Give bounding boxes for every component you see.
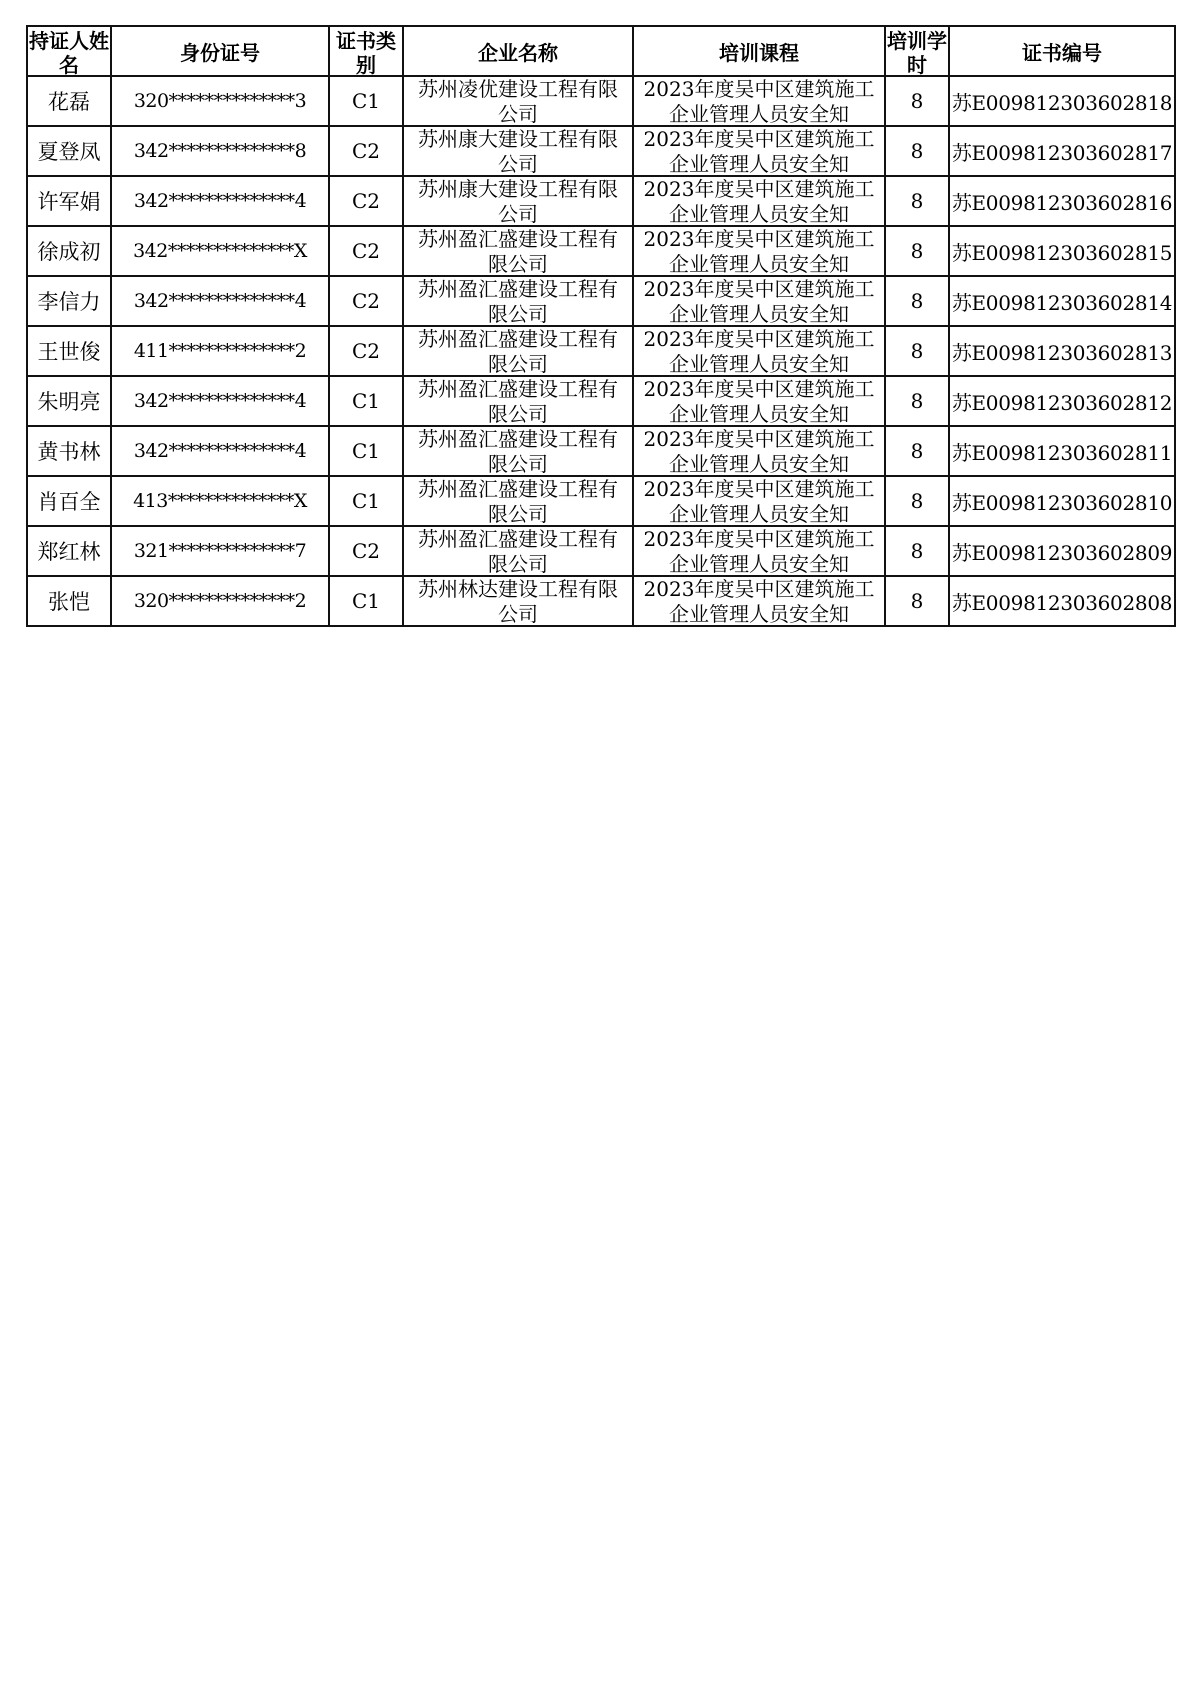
cell-hours: 8	[885, 426, 949, 476]
header-company: 企业名称	[403, 26, 633, 76]
cell-cert-number: 苏E009812303602816	[949, 176, 1175, 226]
cell-holder-name: 肖百全	[27, 476, 111, 526]
table-row	[27, 376, 1175, 426]
cell-company: 苏州康大建设工程有限公司	[403, 176, 633, 226]
table-row	[27, 576, 1175, 626]
cell-id-number: 342**************8	[111, 126, 329, 176]
cell-course: 2023年度吴中区建筑施工企业管理人员安全知	[633, 526, 885, 576]
cell-course: 2023年度吴中区建筑施工企业管理人员安全知	[633, 376, 885, 426]
cell-course: 2023年度吴中区建筑施工企业管理人员安全知	[633, 476, 885, 526]
cell-id-number: 320**************2	[111, 576, 329, 626]
cell-company: 苏州盈汇盛建设工程有限公司	[403, 276, 633, 326]
cell-hours: 8	[885, 126, 949, 176]
table-row	[27, 276, 1175, 326]
header-cert-number: 证书编号	[949, 26, 1175, 76]
cell-course: 2023年度吴中区建筑施工企业管理人员安全知	[633, 576, 885, 626]
cell-cert-type: C1	[329, 576, 403, 626]
cell-holder-name: 王世俊	[27, 326, 111, 376]
cell-course: 2023年度吴中区建筑施工企业管理人员安全知	[633, 276, 885, 326]
cell-hours: 8	[885, 526, 949, 576]
cell-company: 苏州盈汇盛建设工程有限公司	[403, 376, 633, 426]
cell-course: 2023年度吴中区建筑施工企业管理人员安全知	[633, 76, 885, 126]
cell-cert-type: C1	[329, 376, 403, 426]
cell-cert-number: 苏E009812303602810	[949, 476, 1175, 526]
cell-holder-name: 夏登凤	[27, 126, 111, 176]
table-row	[27, 126, 1175, 176]
cell-cert-number: 苏E009812303602814	[949, 276, 1175, 326]
cell-company: 苏州盈汇盛建设工程有限公司	[403, 476, 633, 526]
table-row	[27, 226, 1175, 276]
cell-hours: 8	[885, 276, 949, 326]
cell-holder-name: 许军娟	[27, 176, 111, 226]
cell-hours: 8	[885, 176, 949, 226]
header-course: 培训课程	[633, 26, 885, 76]
cell-id-number: 320**************3	[111, 76, 329, 126]
cell-holder-name: 徐成初	[27, 226, 111, 276]
cell-cert-number: 苏E009812303602809	[949, 526, 1175, 576]
table-row	[27, 526, 1175, 576]
cell-cert-type: C2	[329, 176, 403, 226]
cell-cert-type: C2	[329, 526, 403, 576]
cell-cert-type: C2	[329, 226, 403, 276]
cell-id-number: 342**************4	[111, 376, 329, 426]
certificate-sheet	[26, 25, 1174, 627]
cell-company: 苏州凌优建设工程有限公司	[403, 76, 633, 126]
cell-hours: 8	[885, 476, 949, 526]
table-row	[27, 476, 1175, 526]
cell-cert-number: 苏E009812303602812	[949, 376, 1175, 426]
cell-hours: 8	[885, 576, 949, 626]
cell-holder-name: 花磊	[27, 76, 111, 126]
cell-cert-type: C1	[329, 426, 403, 476]
cell-course: 2023年度吴中区建筑施工企业管理人员安全知	[633, 226, 885, 276]
cell-company: 苏州盈汇盛建设工程有限公司	[403, 326, 633, 376]
cell-holder-name: 朱明亮	[27, 376, 111, 426]
cell-id-number: 342**************4	[111, 426, 329, 476]
cell-cert-number: 苏E009812303602815	[949, 226, 1175, 276]
cell-company: 苏州盈汇盛建设工程有限公司	[403, 426, 633, 476]
cell-company: 苏州康大建设工程有限公司	[403, 126, 633, 176]
cell-cert-number: 苏E009812303602813	[949, 326, 1175, 376]
certificate-table	[26, 25, 1176, 627]
cell-cert-type: C2	[329, 126, 403, 176]
cell-holder-name: 张恺	[27, 576, 111, 626]
cell-cert-number: 苏E009812303602808	[949, 576, 1175, 626]
cell-hours: 8	[885, 376, 949, 426]
table-row	[27, 76, 1175, 126]
cell-cert-number: 苏E009812303602818	[949, 76, 1175, 126]
cell-cert-number: 苏E009812303602811	[949, 426, 1175, 476]
cell-hours: 8	[885, 326, 949, 376]
cell-id-number: 342**************4	[111, 276, 329, 326]
cell-holder-name: 郑红林	[27, 526, 111, 576]
cell-course: 2023年度吴中区建筑施工企业管理人员安全知	[633, 326, 885, 376]
header-id-number: 身份证号	[111, 26, 329, 76]
cell-id-number: 342**************X	[111, 226, 329, 276]
cell-company: 苏州林达建设工程有限公司	[403, 576, 633, 626]
cell-id-number: 321**************7	[111, 526, 329, 576]
table-row	[27, 426, 1175, 476]
cell-holder-name: 李信力	[27, 276, 111, 326]
cell-course: 2023年度吴中区建筑施工企业管理人员安全知	[633, 426, 885, 476]
header-cert-type: 证书类别	[329, 26, 403, 76]
cell-course: 2023年度吴中区建筑施工企业管理人员安全知	[633, 176, 885, 226]
table-header-row	[27, 26, 1175, 76]
cell-cert-number: 苏E009812303602817	[949, 126, 1175, 176]
cell-id-number: 342**************4	[111, 176, 329, 226]
table-row	[27, 176, 1175, 226]
table-row	[27, 326, 1175, 376]
cell-company: 苏州盈汇盛建设工程有限公司	[403, 226, 633, 276]
header-hours: 培训学时	[885, 26, 949, 76]
cell-hours: 8	[885, 76, 949, 126]
cell-id-number: 413**************X	[111, 476, 329, 526]
cell-hours: 8	[885, 226, 949, 276]
cell-id-number: 411**************2	[111, 326, 329, 376]
cell-holder-name: 黄书林	[27, 426, 111, 476]
header-holder-name: 持证人姓名	[27, 26, 111, 76]
cell-cert-type: C1	[329, 76, 403, 126]
cell-cert-type: C2	[329, 276, 403, 326]
cell-cert-type: C2	[329, 326, 403, 376]
cell-course: 2023年度吴中区建筑施工企业管理人员安全知	[633, 126, 885, 176]
cell-cert-type: C1	[329, 476, 403, 526]
cell-company: 苏州盈汇盛建设工程有限公司	[403, 526, 633, 576]
